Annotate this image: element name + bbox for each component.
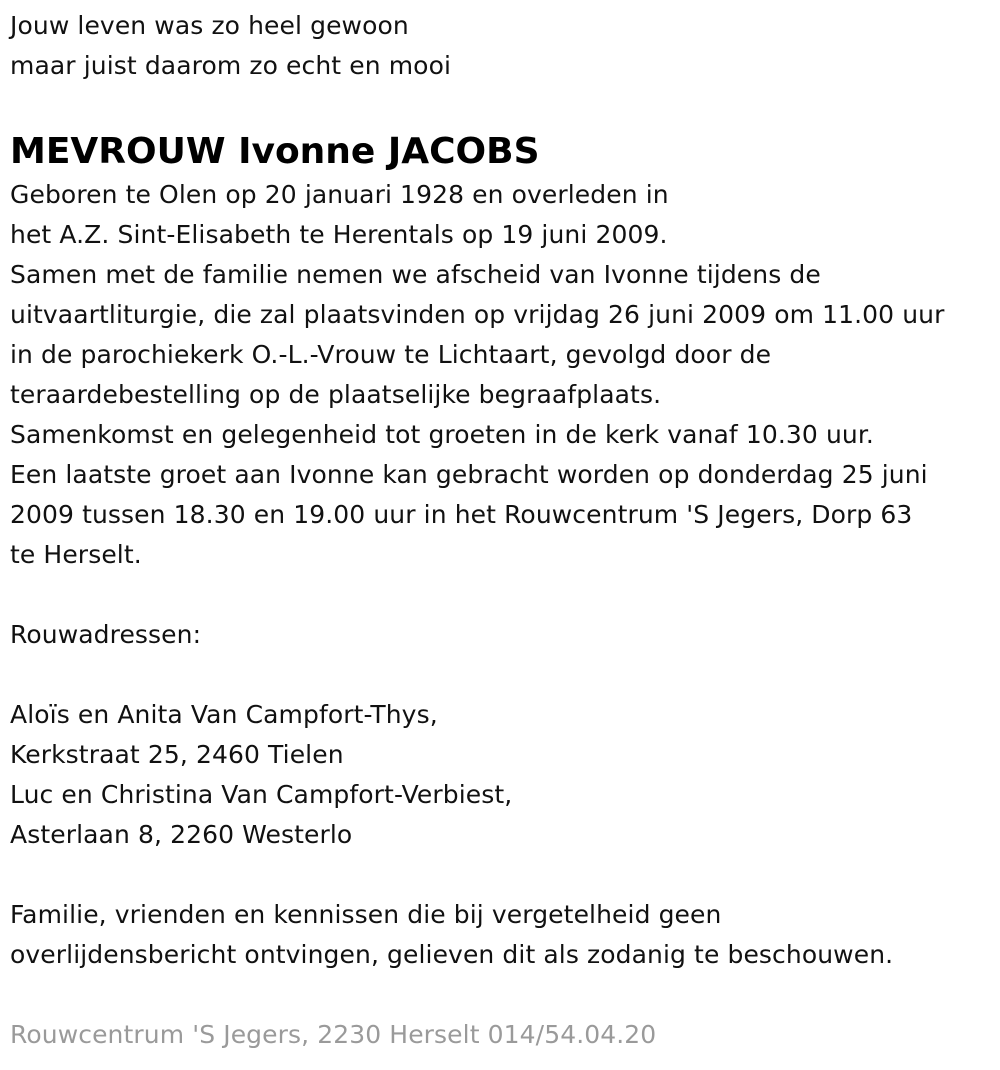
spacer: [10, 975, 995, 1015]
body-line: uitvaartliturgie, die zal plaatsvinden op vrijdag 26 juni 2009 om 11.00 uur: [10, 300, 945, 329]
mourning-addresses: [10, 695, 995, 855]
body-line: te Herselt.: [10, 540, 142, 569]
spacer: [10, 655, 995, 695]
body-line: Geboren te Olen op 20 januari 1928 en overleden in: [10, 180, 669, 209]
closing-note: [10, 895, 995, 975]
body-line: Samenkomst en gelegenheid tot groeten in de kerk vanaf 10.30 uur.: [10, 420, 874, 449]
spacer: [10, 855, 995, 895]
body-line: teraardebestelling op de plaatselijke begraafplaats.: [10, 380, 662, 409]
address-line: Asterlaan 8, 2260 Westerlo: [10, 820, 353, 849]
body-line: Een laatste groet aan Ivonne kan gebracht worden op donderdag 25 juni: [10, 460, 928, 489]
obituary-body: [10, 175, 995, 575]
closing-line: overlijdensbericht ontvingen, gelieven dit als zodanig te beschouwen.: [10, 940, 894, 969]
deceased-name-title: MEVROUW Ivonne JACOBS: [10, 131, 540, 172]
motto: [10, 6, 995, 86]
body-line: 2009 tussen 18.30 en 19.00 uur in het Rouwcentrum 'S Jegers, Dorp 63: [10, 500, 913, 529]
address-line: Kerkstraat 25, 2460 Tielen: [10, 740, 344, 769]
address-line: Luc en Christina Van Campfort-Verbiest,: [10, 780, 513, 809]
funeral-home-footer: Rouwcentrum 'S Jegers, 2230 Herselt 014/54.04.20: [10, 1020, 657, 1049]
address-line: Aloïs en Anita Van Campfort-Thys,: [10, 700, 438, 729]
motto-line: maar juist daarom zo echt en mooi: [10, 51, 452, 80]
spacer: [10, 575, 995, 615]
body-line: in de parochiekerk O.-L.-Vrouw te Lichtaart, gevolgd door de: [10, 340, 772, 369]
body-line: het A.Z. Sint-Elisabeth te Herentals op 19 juni 2009.: [10, 220, 668, 249]
motto-line: Jouw leven was zo heel gewoon: [10, 11, 409, 40]
body-line: Samen met de familie nemen we afscheid van Ivonne tijdens de: [10, 260, 821, 289]
closing-line: Familie, vrienden en kennissen die bij vergetelheid geen: [10, 900, 722, 929]
addresses-heading: Rouwadressen:: [10, 620, 202, 649]
obituary-notice: [10, 6, 995, 1055]
